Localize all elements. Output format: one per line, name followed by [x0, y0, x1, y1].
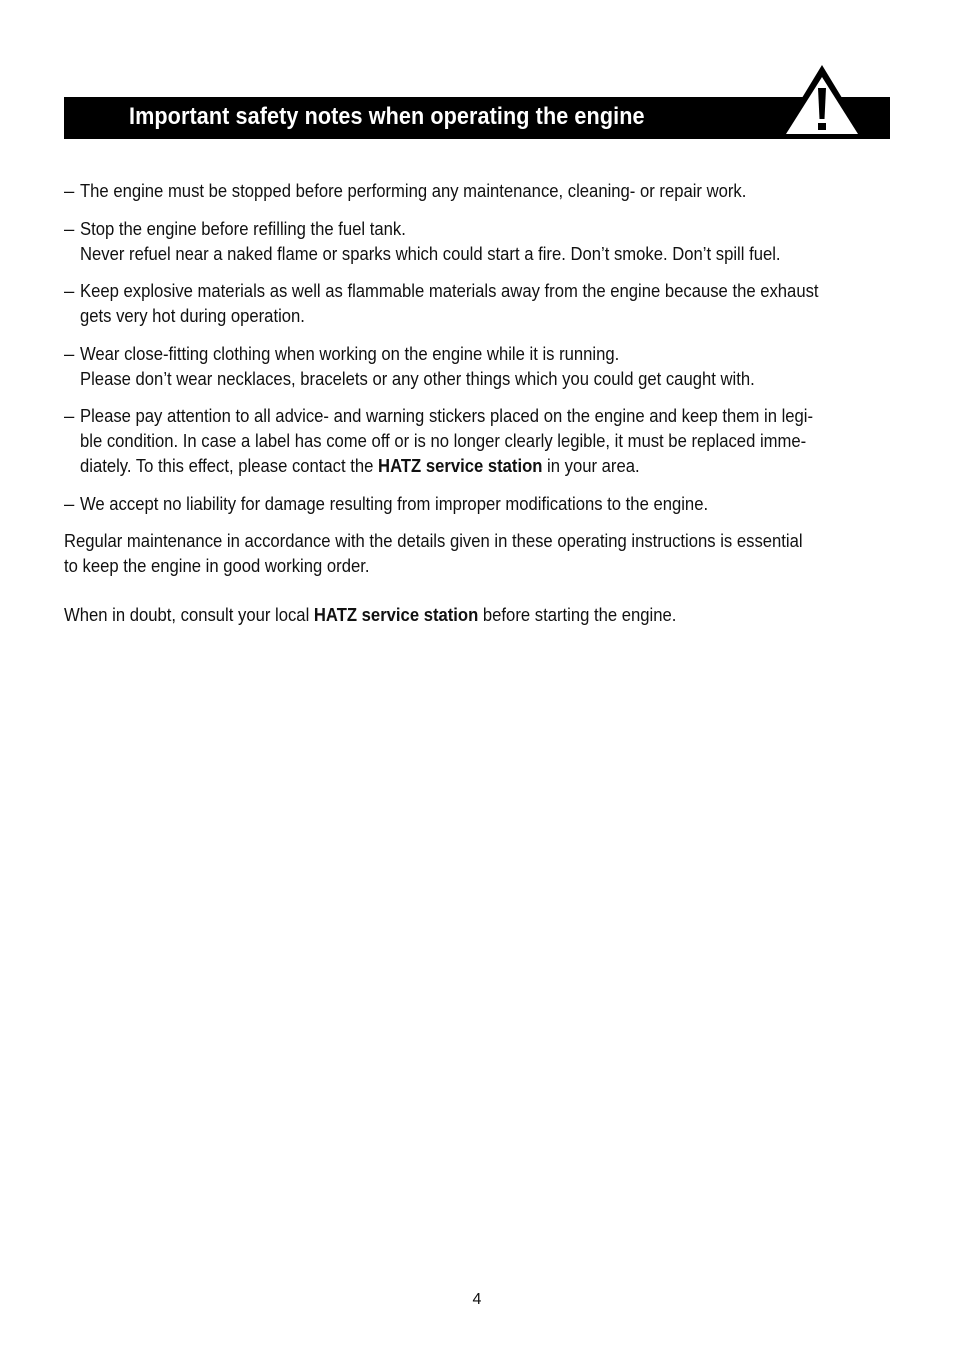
- list-item-line: Never refuel near a naked flame or sparks which could start a fire. Don’t smoke. Don’t spill fuel.: [80, 242, 781, 264]
- hatz-service-station-emphasis: HATZ service station: [378, 455, 543, 476]
- list-item-line: Stop the engine before refilling the fuel tank.: [80, 217, 406, 239]
- list-item: [64, 178, 890, 203]
- bullet-dash: –: [64, 280, 75, 301]
- list-item-line: Wear close-fitting clothing when working on the engine while it is running.: [80, 342, 620, 364]
- maintenance-paragraph: [64, 528, 890, 578]
- safety-notes-content: [64, 178, 890, 651]
- list-item: [64, 341, 890, 391]
- list-item-line: gets very hot during operation.: [80, 305, 305, 326]
- section-header-bar: [64, 97, 890, 139]
- list-item-line: Please don’t wear necklaces, bracelets or any other things which you could get caught with.: [80, 367, 755, 389]
- bullet-dash: –: [64, 342, 75, 364]
- doubt-paragraph: [64, 602, 890, 627]
- list-item: [64, 491, 890, 516]
- paragraph-text: before starting the engine.: [478, 604, 677, 625]
- section-title: Important safety notes when operating the engine: [129, 103, 645, 130]
- paragraph-line: to keep the engine in good working order.: [64, 555, 370, 576]
- list-item-line: Please pay attention to all advice- and warning stickers placed on the engine and keep them in legi-: [80, 405, 814, 426]
- list-item: [64, 278, 890, 328]
- warning-triangle-icon: [774, 62, 870, 142]
- bullet-dash: –: [64, 217, 75, 239]
- hatz-service-station-emphasis: HATZ service station: [313, 604, 479, 625]
- list-item-line: We accept no liability for damage resulting from improper modifications to the engine.: [80, 492, 709, 514]
- paragraph-text: When in doubt, consult your local: [64, 604, 314, 625]
- list-item-text: diately. To this effect, please contact the: [80, 455, 379, 476]
- safety-notes-list: [64, 178, 890, 516]
- bullet-dash: –: [64, 180, 75, 201]
- list-item-line: [80, 453, 809, 478]
- list-item-text: in your area.: [542, 455, 640, 476]
- page-number: 4: [472, 1291, 482, 1308]
- bullet-dash: –: [64, 405, 75, 426]
- paragraph-line: [64, 602, 807, 627]
- list-item-line: The engine must be stopped before performing any maintenance, cleaning- or repair work.: [80, 180, 747, 201]
- list-item-line: Keep explosive materials as well as flammable materials away from the engine because the exhaust: [80, 280, 819, 301]
- bullet-dash: –: [64, 492, 75, 514]
- paragraph-line: Regular maintenance in accordance with the details given in these operating instructions is essential: [64, 530, 803, 551]
- list-item-line: ble condition. In case a label has come off or is no longer clearly legible, it must be replaced imme-: [80, 430, 807, 451]
- list-item: [64, 216, 890, 266]
- list-item: [64, 403, 890, 478]
